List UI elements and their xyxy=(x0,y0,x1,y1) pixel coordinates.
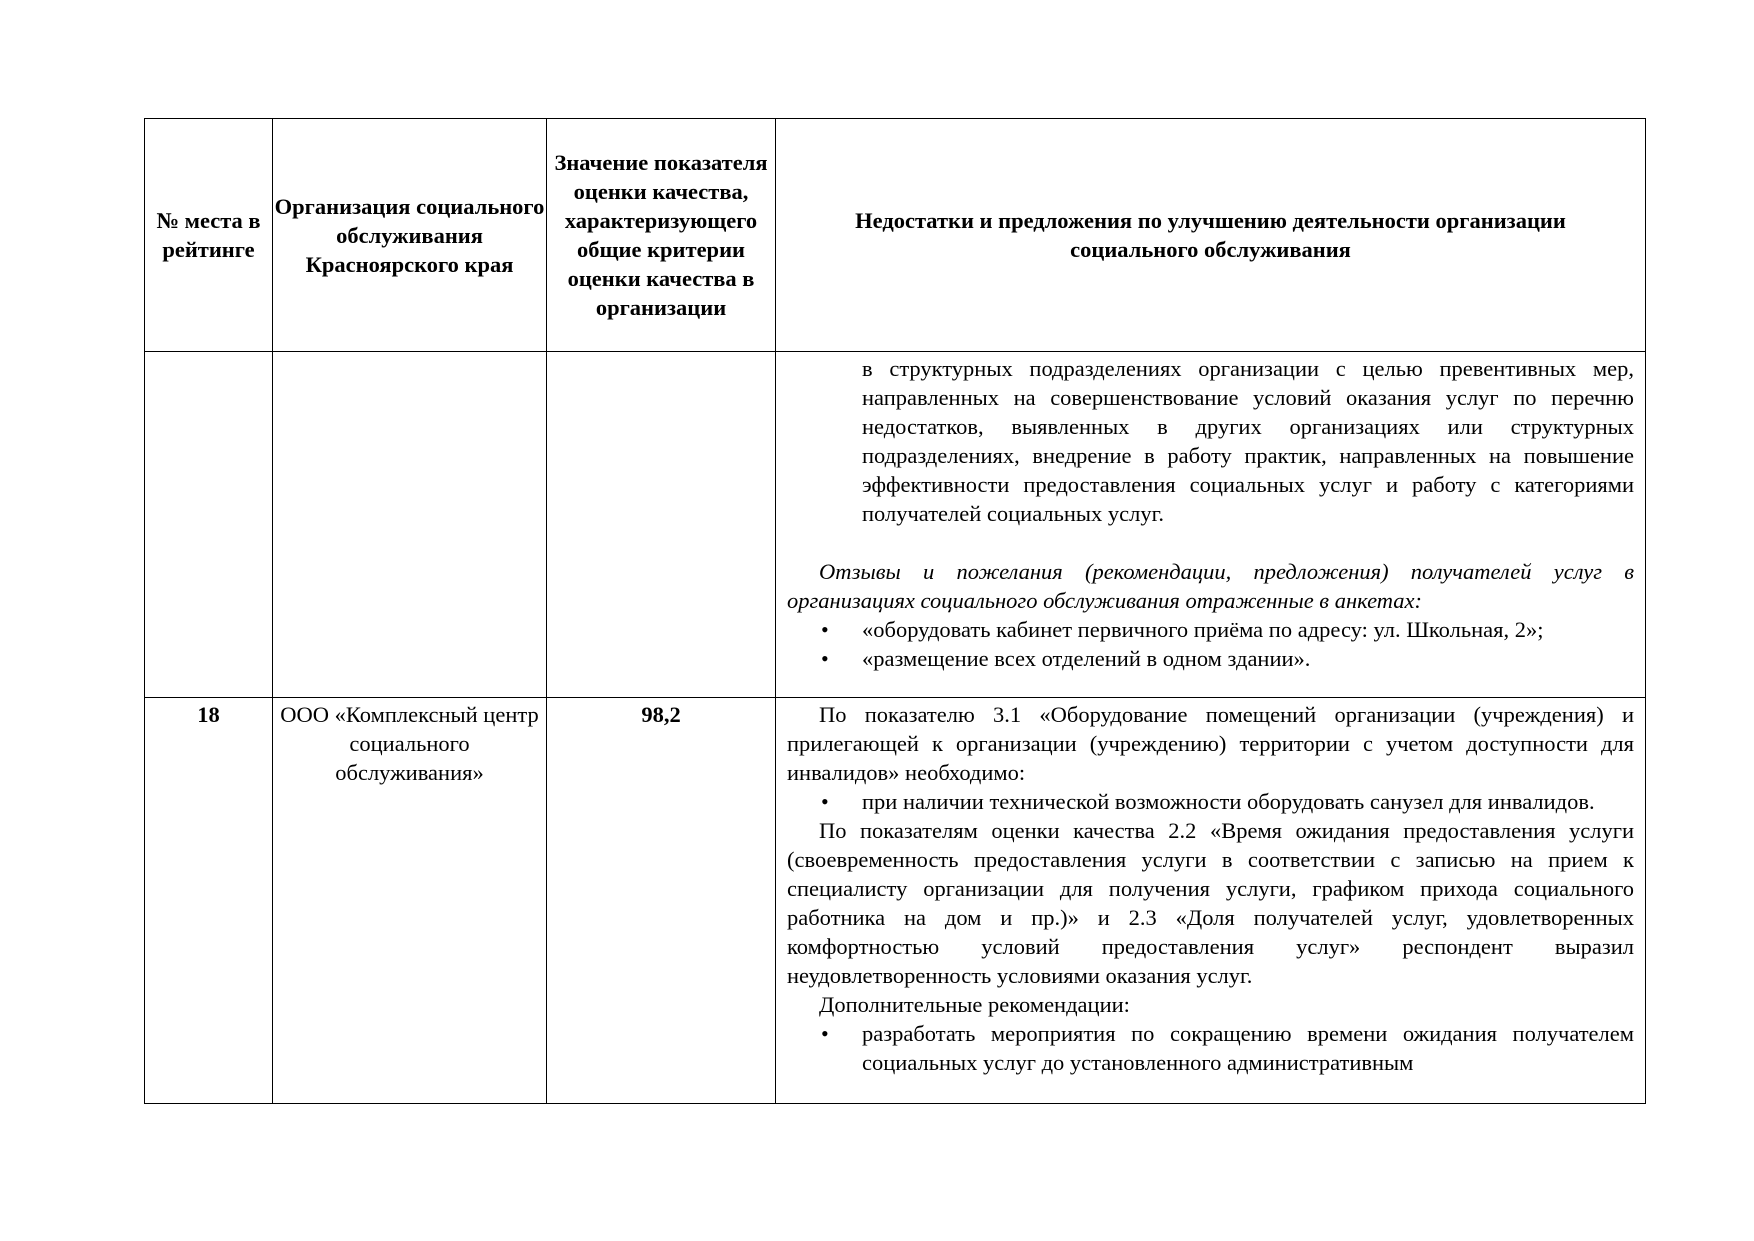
list-item xyxy=(787,615,1634,644)
table-row xyxy=(145,698,1646,1104)
recommendation-list xyxy=(787,787,1634,816)
cell-place: 18 xyxy=(145,698,273,1104)
header-shortcomings: Недостатки и предложения по улучшению деятельности организации социального обслуживания xyxy=(776,119,1646,352)
bullet-icon: • xyxy=(821,1021,829,1046)
bullet-icon: • xyxy=(821,617,829,642)
paragraph: Дополнительные рекомендации: xyxy=(819,992,1130,1017)
cell-organization: ООО «Комплексный центр социального обслуживания» xyxy=(273,698,547,1104)
cell-shortcomings xyxy=(776,698,1646,1104)
list-item xyxy=(787,787,1634,816)
paragraph: По показателям оценки качества 2.2 «Время ожидания предоставления услуги (своевременность предоставления услуги в соответствии с записью на прием к специалисту организации для получения услуги, графиком прихода социального работника на дом и пр.)» и 2.3 «Доля получателей услуг, удовлетворенных комфортностью условий предоставления услуг» респондент выразил неудовлетворенность условиями оказания услуг. xyxy=(787,818,1634,988)
list-item xyxy=(787,1019,1634,1077)
rating-table xyxy=(144,118,1646,1104)
cell-place xyxy=(145,352,273,698)
list-item-text: разработать мероприятия по сокращению времени ожидания получателем социальных услуг до установленного административным xyxy=(862,1021,1634,1075)
cell-value: 98,2 xyxy=(547,698,776,1104)
header-value: Значение показателя оценки качества, характеризующего общие критерии оценки качества в организации xyxy=(547,119,776,352)
feedback-list xyxy=(787,615,1634,673)
list-item-text: «оборудовать кабинет первичного приёма по адресу: ул. Школьная, 2»; xyxy=(862,617,1544,642)
paragraph: По показателю 3.1 «Оборудование помещений организации (учреждения) и прилегающей к организации (учреждению) территории с учетом доступности для инвалидов» необходимо: xyxy=(787,702,1634,785)
header-place: № места в рейтинге xyxy=(145,119,273,352)
list-item-text: «размещение всех отделений в одном здании». xyxy=(862,646,1311,671)
bullet-continuation-text: в структурных подразделениях организации с целью превентивных мер, направленных на совершенствование условий оказания услуг по перечню недостатков, выявленных в других организациях или структурных подразделениях, внедрение в работу практик, направленных на повышение эффективности предоставления социальных услуг и работу с категориями получателей социальных услуг. xyxy=(862,356,1634,526)
recommendation-list xyxy=(787,1019,1634,1077)
table-row xyxy=(145,352,1646,698)
list-item-text: при наличии технической возможности оборудовать санузел для инвалидов. xyxy=(862,789,1595,814)
cell-organization xyxy=(273,352,547,698)
bullet-icon: • xyxy=(821,646,829,671)
header-organization: Организация социального обслуживания Красноярского края xyxy=(273,119,547,352)
table-header-row xyxy=(145,119,1646,352)
cell-shortcomings xyxy=(776,352,1646,698)
feedback-intro: Отзывы и пожелания (рекомендации, предложения) получателей услуг в организациях социального обслуживания отраженные в анкетах: xyxy=(787,559,1634,613)
cell-value xyxy=(547,352,776,698)
bullet-icon: • xyxy=(821,789,829,814)
list-item xyxy=(787,644,1634,673)
